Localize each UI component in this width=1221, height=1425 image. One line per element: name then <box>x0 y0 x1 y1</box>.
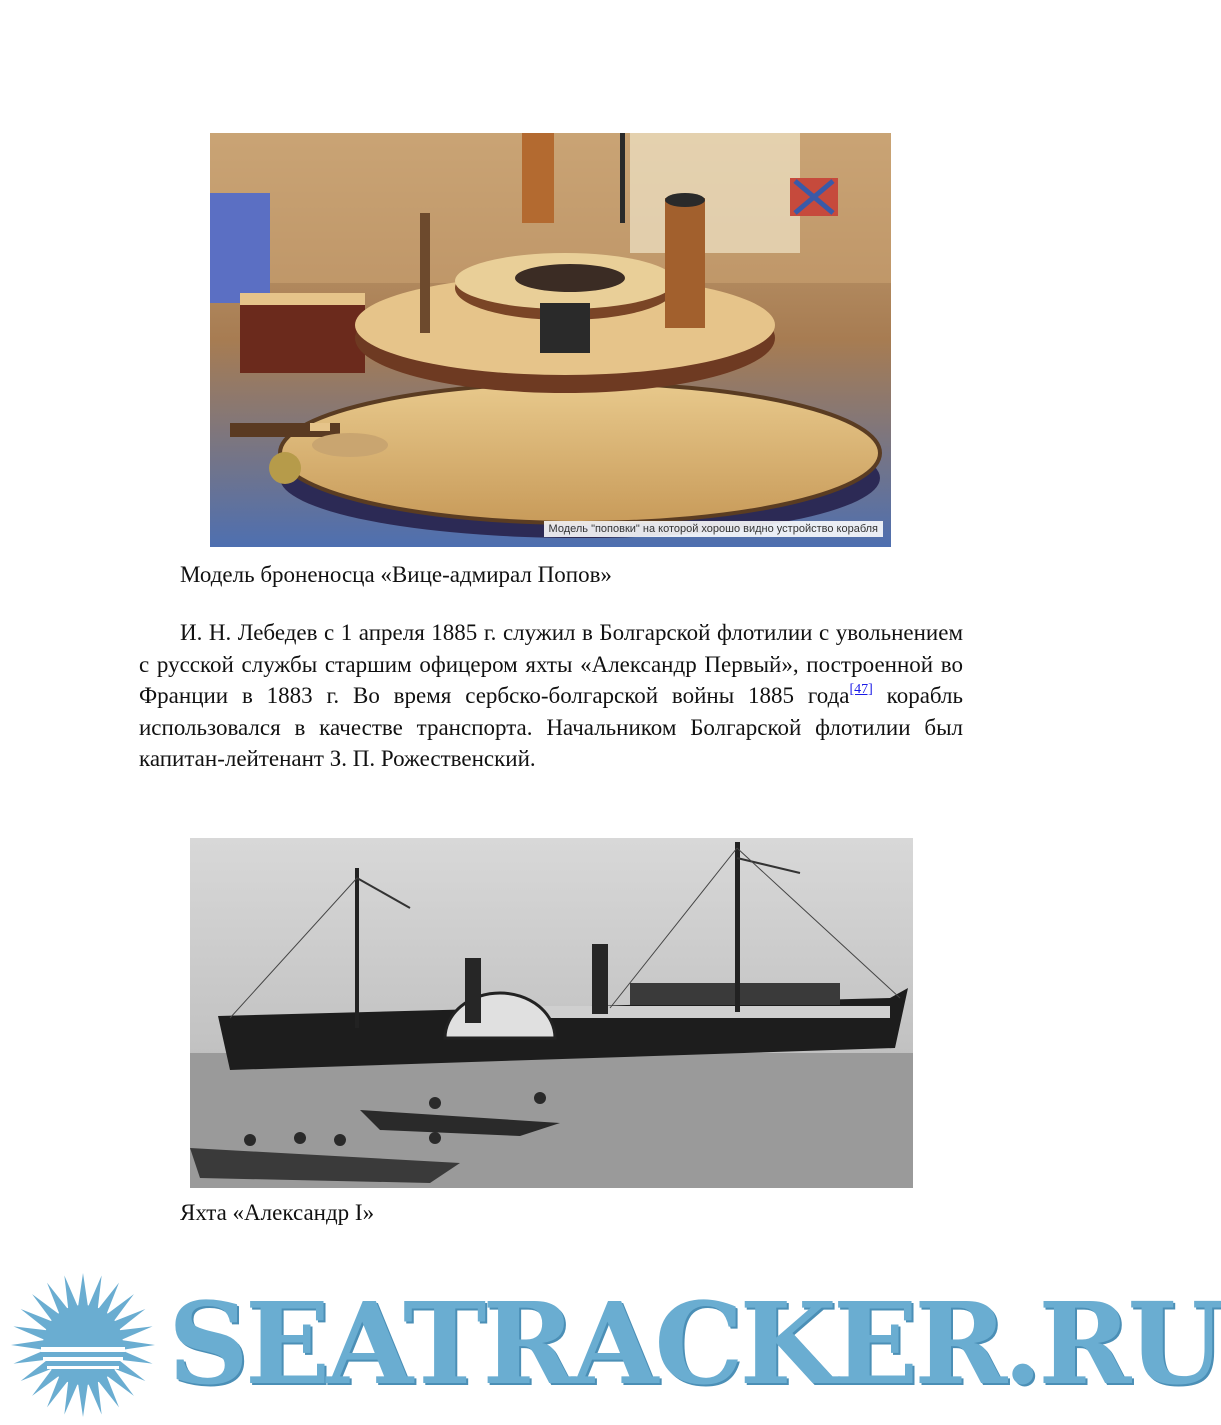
yacht-image <box>190 838 913 1188</box>
figure-caption-yacht: Яхта «Александр I» <box>180 1200 375 1225</box>
footnote-reference[interactable] <box>850 682 873 697</box>
body-paragraph <box>139 617 963 775</box>
ship-model-photo <box>210 133 891 547</box>
sun-icon <box>8 1270 158 1420</box>
photo-caption-overlay: Модель "поповки" на которой хорошо видно устройство корабля <box>544 521 883 537</box>
paragraph-text-start: И. Н. Лебедев с 1 апреля 1885 г. служил в Болгарской флотилии с увольнением с русской службы старшим офицером яхты «Александр Первый», построенной во Франции в 1883 г. Во время сербско-болгарской войны 1885 года <box>139 620 963 708</box>
watermark-text: SEATRACKER.RU <box>168 1279 1221 1410</box>
footnote-link[interactable]: [47] <box>849 682 873 697</box>
paragraph-text-end: корабль использовался в качестве транспорта. Начальником Болгарской флотилии был капитан-лейтенант З. П. Рожественский. <box>139 683 963 771</box>
ship-model-image <box>210 133 891 547</box>
figure-caption-model: Модель броненосца «Вице-адмирал Попов» <box>180 562 612 587</box>
site-watermark <box>0 1262 1221 1425</box>
yacht-photo <box>190 838 913 1188</box>
